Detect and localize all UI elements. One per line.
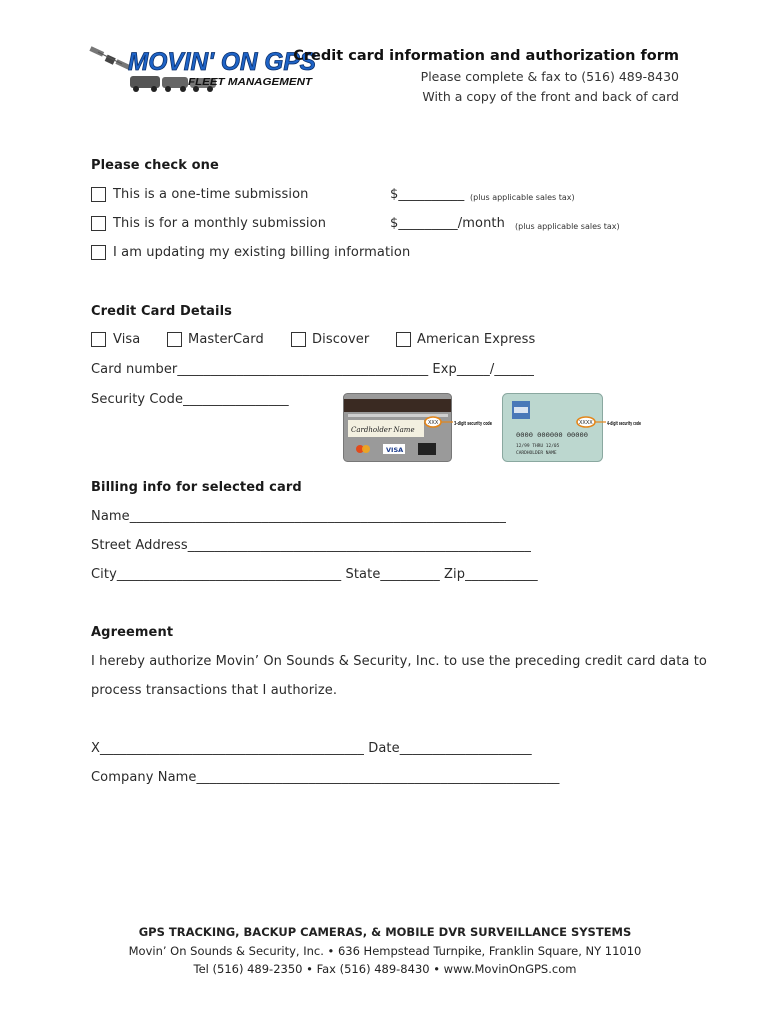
card-number-field[interactable]: Card number______________________________________ Exp_____/______ [91, 362, 534, 377]
agreement-heading: Agreement [91, 625, 174, 640]
update-billing-checkbox[interactable] [91, 245, 106, 260]
signature-date-field[interactable]: X________________________________________ Date____________________ [91, 741, 532, 756]
billing-street-field[interactable]: Street Address____________________________________________________ [91, 538, 532, 553]
check-heading: Please check one [91, 158, 219, 173]
card-front-code: XXXX [579, 420, 593, 426]
card-front-code-label: 4-digit security code [607, 421, 642, 427]
logo-brand: MOVIN' ON GPS [128, 48, 317, 76]
billing-name-field[interactable]: Name_________________________________________________________ [91, 509, 506, 524]
company-logo [88, 44, 320, 96]
monthly-checkbox[interactable] [91, 216, 106, 231]
card-back-code-label: 3-digit security code [454, 421, 493, 427]
card-front-holder: CARDHOLDER NAME [516, 451, 557, 456]
company-name-field[interactable]: Company Name_______________________________________________________ [91, 770, 560, 785]
mastercard-checkbox[interactable] [167, 332, 182, 347]
visa-label: Visa [113, 332, 141, 347]
one-time-tax-note: (plus applicable sales tax) [470, 193, 575, 202]
discover-label: Discover [312, 332, 370, 347]
satellite-icon [89, 46, 130, 69]
update-billing-label: I am updating my existing billing information [113, 245, 411, 260]
footer-services: GPS TRACKING, BACKUP CAMERAS, & MOBILE DVR SURVEILLANCE SYSTEMS [138, 925, 632, 939]
card-back-holder: Cardholder Name [351, 426, 415, 434]
footer-contact: Tel (516) 489-2350 • Fax (516) 489-8430 • www.MovinOnGPS.com [193, 962, 577, 976]
fax-instruction: Please complete & fax to (516) 489-8430 [420, 69, 679, 84]
agreement-text-line2: process transactions that I authorize. [91, 683, 338, 698]
monthly-tax-note: (plus applicable sales tax) [515, 222, 620, 231]
card-back-code: XXX [428, 420, 439, 426]
logo-tagline: FLEET MANAGEMENT [188, 76, 314, 88]
one-time-checkbox[interactable] [91, 187, 106, 202]
form-title: Credit card information and authorization form [293, 48, 679, 64]
monthly-amount-field[interactable]: $_________/month [390, 216, 505, 231]
billing-heading: Billing info for selected card [91, 480, 302, 495]
discover-checkbox[interactable] [291, 332, 306, 347]
card-front-dates: 12/99 THRU 12/05 [516, 444, 560, 449]
card-back-image [343, 393, 493, 463]
card-front-number: 0000 000000 00000 [516, 432, 589, 439]
mastercard-label: MasterCard [188, 332, 264, 347]
card-details-heading: Credit Card Details [91, 304, 232, 319]
billing-city-state-zip-field[interactable]: City__________________________________ State_________ Zip___________ [91, 567, 538, 582]
copy-instruction: With a copy of the front and back of card [422, 89, 679, 104]
card-back-visa: VISA [386, 446, 404, 454]
footer-address: Movin’ On Sounds & Security, Inc. • 636 Hempstead Turnpike, Franklin Square, NY 11010 [128, 944, 642, 958]
amex-label: American Express [417, 332, 536, 347]
monthly-label: This is for a monthly submission [113, 216, 327, 231]
logo-graphic [88, 44, 320, 96]
agreement-text-line1: I hereby authorize Movin’ On Sounds & Security, Inc. to use the preceding credit card data to [91, 654, 707, 669]
one-time-label: This is a one-time submission [113, 187, 309, 202]
amex-checkbox[interactable] [396, 332, 411, 347]
visa-checkbox[interactable] [91, 332, 106, 347]
card-front-image [502, 393, 642, 463]
security-code-field[interactable]: Security Code________________ [91, 392, 289, 407]
one-time-amount-field[interactable]: $__________ [390, 187, 465, 202]
